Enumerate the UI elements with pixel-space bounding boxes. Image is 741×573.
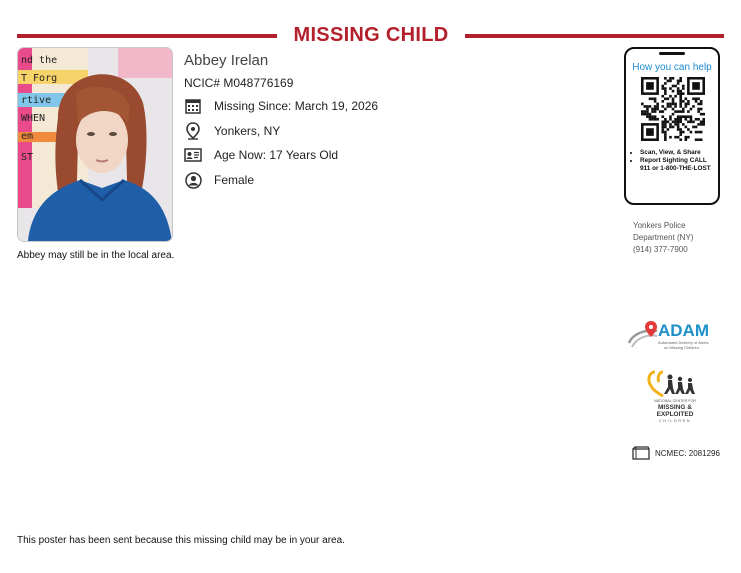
agency-line: Yonkers Police [633, 221, 686, 230]
sign-text: T Forg [21, 73, 58, 84]
adam-tagline: Automated Delivery of Alerts [658, 340, 709, 345]
age-now: Age Now: 17 Years Old [214, 148, 339, 162]
adam-tagline: on Missing Children [664, 345, 700, 350]
location: Yonkers, NY [214, 124, 281, 138]
adam-name: ADAM [658, 321, 709, 340]
sex-row [184, 171, 254, 189]
agency-contact [633, 220, 693, 256]
agency-phone[interactable]: (914) 377-7900 [633, 245, 688, 254]
poster-title: MISSING CHILD [293, 24, 449, 46]
location-row [184, 122, 280, 140]
case-folder-icon [632, 446, 650, 460]
ncmec-text: MISSING & [658, 404, 692, 411]
ncmec-text: CHILDREN [658, 419, 692, 423]
adam-logo [627, 319, 719, 358]
ncmec-logo [647, 368, 703, 433]
poster-footer: This poster has been sent because this missing child may be in your area. [17, 535, 345, 546]
child-name: Abbey Irelan [184, 52, 269, 69]
sign-text: em [21, 131, 34, 142]
id-card-icon [184, 146, 202, 164]
header-rule-right [465, 34, 724, 38]
photo-caption: Abbey may still be in the local area. [17, 250, 175, 261]
ncmec-text: EXPLOITED [656, 411, 694, 418]
qr-code[interactable] [641, 77, 705, 146]
sex: Female [214, 173, 255, 187]
header-rule-left [17, 34, 277, 38]
ncmec-case-number: NCMEC: 2081296 [655, 448, 720, 458]
help-heading: How you can help [632, 62, 712, 73]
ncmec-case [632, 446, 720, 460]
missing-since: Missing Since: March 19, 2026 [214, 99, 379, 113]
agency-line: Department (NY) [633, 233, 694, 242]
sign-text: ST [21, 152, 34, 163]
location-pin-icon [184, 122, 202, 140]
help-list [630, 149, 718, 173]
sign-text: rtive [21, 95, 52, 106]
sign-text: WHEN [21, 113, 46, 124]
age-row [184, 146, 338, 164]
person-icon [184, 171, 202, 189]
child-photo [17, 47, 173, 242]
calendar-icon [184, 97, 202, 115]
ncic-number: NCIC# M048776169 [184, 76, 294, 90]
ncmec-text: NATIONAL CENTER FOR [654, 399, 696, 403]
phone-notch [659, 52, 685, 55]
help-card [624, 47, 720, 205]
help-bullet: • Report Sighting CALL 911 or 1-800-THE-LOST [640, 157, 718, 173]
missing-since-row [184, 97, 378, 115]
help-bullet: • Scan, View, & Share [640, 149, 718, 157]
sign-text: nd the [21, 55, 58, 66]
